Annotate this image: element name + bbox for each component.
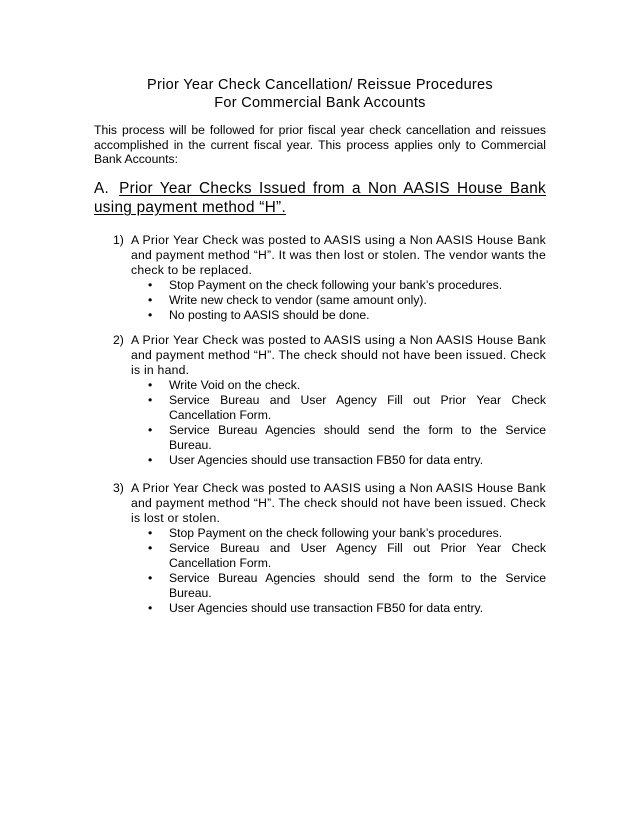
list-item <box>131 378 546 393</box>
intro-paragraph: This process will be followed for prior fiscal year check cancellation and reissues accomplished in the current fiscal year. This process applies only to Commercial Bank Accounts: <box>94 123 546 167</box>
list-item <box>131 541 546 571</box>
list-item <box>131 308 546 323</box>
bullet-text: Service Bureau and User Agency Fill out Prior Year Check Cancellation Form. <box>169 541 546 570</box>
list-item <box>131 601 546 616</box>
procedure-item-3 <box>113 481 546 616</box>
title-line-1: Prior Year Check Cancellation/ Reissue Procedures <box>147 77 493 93</box>
bullet-text: User Agencies should use transaction FB50 for data entry. <box>169 453 484 467</box>
bullet-icon: • <box>148 453 153 467</box>
list-item <box>131 423 546 453</box>
item-number: 2) <box>113 333 124 347</box>
list-item <box>131 453 546 468</box>
bullet-icon: • <box>148 393 153 407</box>
bullet-icon: • <box>148 293 153 307</box>
bullet-list <box>131 526 546 616</box>
list-item <box>131 571 546 601</box>
title-line-2: For Commercial Bank Accounts <box>214 95 426 111</box>
bullet-icon: • <box>148 308 153 322</box>
bullet-text: Service Bureau and User Agency Fill out Prior Year Check Cancellation Form. <box>169 393 546 422</box>
bullet-icon: • <box>148 378 153 392</box>
list-item <box>131 278 546 293</box>
bullet-text: Service Bureau Agencies should send the form to the Service Bureau. <box>169 571 546 600</box>
procedure-item-2 <box>113 333 546 468</box>
bullet-list <box>131 378 546 468</box>
item-text: A Prior Year Check was posted to AASIS using a Non AASIS House Bank and payment method “H”. The check should not have been issued. Check is in hand. <box>131 333 546 377</box>
list-item <box>131 393 546 423</box>
bullet-text: Stop Payment on the check following your bank’s procedures. <box>169 526 503 540</box>
list-item <box>131 293 546 308</box>
item-text: A Prior Year Check was posted to AASIS using a Non AASIS House Bank and payment method “H”. The check should not have been issued. Check is lost or stolen. <box>131 481 546 525</box>
section-a-letter: A. <box>94 180 110 197</box>
bullet-list <box>131 278 546 323</box>
bullet-text: Stop Payment on the check following your bank’s procedures. <box>169 278 503 292</box>
bullet-icon: • <box>148 601 153 615</box>
procedure-item-1 <box>113 233 546 323</box>
bullet-icon: • <box>148 526 153 540</box>
bullet-icon: • <box>148 541 153 555</box>
document-title <box>94 76 546 112</box>
bullet-text: Write Void on the check. <box>169 378 301 392</box>
section-a-heading <box>94 179 546 217</box>
bullet-icon: • <box>148 278 153 292</box>
bullet-icon: • <box>148 571 153 585</box>
item-number: 3) <box>113 481 124 495</box>
bullet-text: User Agencies should use transaction FB50 for data entry. <box>169 601 484 615</box>
bullet-text: No posting to AASIS should be done. <box>169 308 370 322</box>
list-item <box>131 526 546 541</box>
bullet-text: Write new check to vendor (same amount only). <box>169 293 427 307</box>
section-a-title: Prior Year Checks Issued from a Non AASIS House Bank using payment method “H”. <box>94 180 546 216</box>
bullet-icon: • <box>148 423 153 437</box>
bullet-text: Service Bureau Agencies should send the form to the Service Bureau. <box>169 423 546 452</box>
item-text: A Prior Year Check was posted to AASIS using a Non AASIS House Bank and payment method “H”. It was then lost or stolen. The vendor wants the check to be replaced. <box>131 233 546 277</box>
item-number: 1) <box>113 233 124 247</box>
